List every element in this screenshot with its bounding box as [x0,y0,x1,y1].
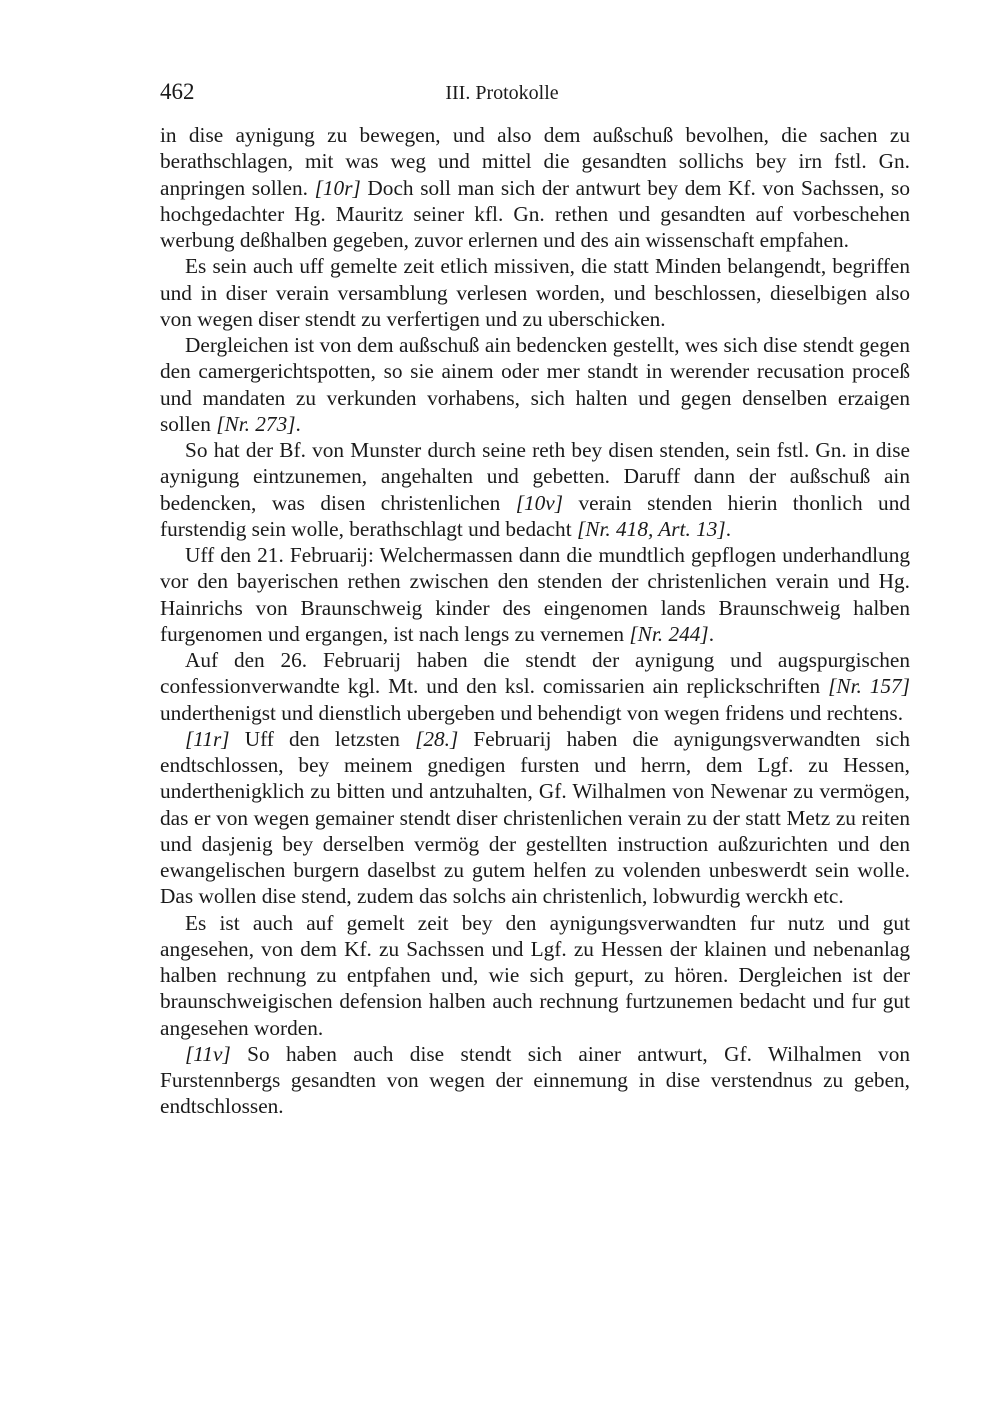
source-reference: [11r] [185,726,230,751]
source-reference: [Nr. 418, Art. 13] [576,516,726,541]
source-reference: [10v] [515,490,564,515]
page-number: 462 [160,79,195,104]
text-run: . [295,411,301,436]
paragraph [160,437,910,542]
text-run: in dise aynigung zu bewegen, und also dem außschuß bevolhen, die sachen zu berathschlagen, mit was weg und mittel die gesandten sollichs bey irn fstl. Gn. anpringen sollen. [160,123,910,200]
text-run: Doch soll man sich der antwurt bey dem Kf. von Sachssen, so hochgedachter Hg. Mauritz seiner kfl. Gn. rethen und gesandten auf vorbeschehen werbung deßhalben gegeben, zuvor erlernen und des ain wissenschaft empfahen. [160,175,910,252]
text-run: Es sein auch uff gemelte zeit etlich missiven, die statt Minden belangendt, begriffen und in diser verain versamblung verlesen worden, und beschlossen, dieselbigen also von wegen diser stendt zu verfertigen und zu uberschicken. [160,254,910,331]
text-run: underthenigst und dienstlich ubergeben und behendigt von wegen fridens und rechtens. [160,700,904,725]
source-reference: [Nr. 273] [216,411,296,436]
paragraph [160,542,910,647]
text-run: So haben auch dise stendt sich ainer antwurt, Gf. Wilhalmen von Furstennbergs gesandten von wegen der einnemung in dise verstendnus zu geben, endtschlossen. [160,1041,910,1119]
source-reference: [11v] [185,1041,231,1066]
text-run: Februarij haben die aynigungsverwandten sich endtschlossen, bey meinem gnedigen fursten und herrn, dem Lgf. zu Hessen, underthenigklich zu bitten und antzuhalten, Gf. Wilhalmen von Newenar zu vermögen, das er von wegen gemainer stendt diser christenlichen verain zu der statt Metz zu reiten und dasjenig bey derselben vermög der gestellten instruction außzurichten und den ewangelischen burgern daselbst zu gutem helfen zu volenden unbeswerdt sein wolle. Das wollen dise stend, zudem das solchs ain christenlich, lobwurdig werckh etc. [160,726,910,909]
paragraph [160,910,910,1041]
source-reference: [Nr. 157] [828,674,910,699]
running-head: III. Protokolle [445,82,559,104]
body-text [160,122,910,1120]
text-run: . [708,621,715,646]
source-reference: [10r] [314,175,361,200]
text-run: . [725,516,732,541]
source-reference: [28.] [415,726,459,751]
text-run: So hat der Bf. von Munster durch seine reth bey disen stenden, sein fstl. Gn. in dise aynigung eintzunemen, angehalten und gebetten. Daruff dann der außschuß ain bedencken, was disen christenlichen [160,438,910,515]
text-run: Uff den 21. Februarij: Welchermassen dann die mundtlich gepflogen underhandlung vor den bayerischen rethen zwischen den stenden der christenlichen verain und Hg. Hainrichs von Braunschweig kinder des eingenomen lands Braunschweig halben furgenomen und ergangen, ist nach lengs zu vernemen [160,543,910,646]
text-run: Auf den 26. Februarij haben die stendt der aynigung und augspurgischen confessionverwandte kgl. Mt. und den ksl. comissarien ain replickschriften [160,648,910,699]
source-reference: [Nr. 244] [629,621,709,646]
text-run: verain stenden hierin thonlich und furstendig sein wolle, berathschlagt und bedacht [160,490,910,541]
text-run: Uff den letzsten [229,726,416,751]
text-run: Dergleichen ist von dem außschuß ain bedencken gestellt, wes sich dise stendt gegen den camergerichtspotten, so sie ainem oder mer standt in werender recusation proceß und mandaten zu verkunden vorhabens, sich halten und gegen denselben erzaigen sollen [160,333,910,436]
paragraph [160,253,910,332]
paragraph [160,647,910,726]
paragraph [160,122,910,253]
paragraph [160,332,910,437]
text-run: Es ist auch auf gemelt zeit bey den aynigungsverwandten fur nutz und gut angesehen, von dem Kf. zu Sachssen und Lgf. zu Hessen der klainen und nebenanlag halben rechnung zu entpfahen und, wie sich gepurt, zu hören. Dergleichen ist der braunschweigischen defension halben auch rechnung furtzunemen bedacht und fur gut angesehen worden. [160,910,910,1040]
paragraph [160,1041,910,1120]
paragraph [160,726,910,910]
